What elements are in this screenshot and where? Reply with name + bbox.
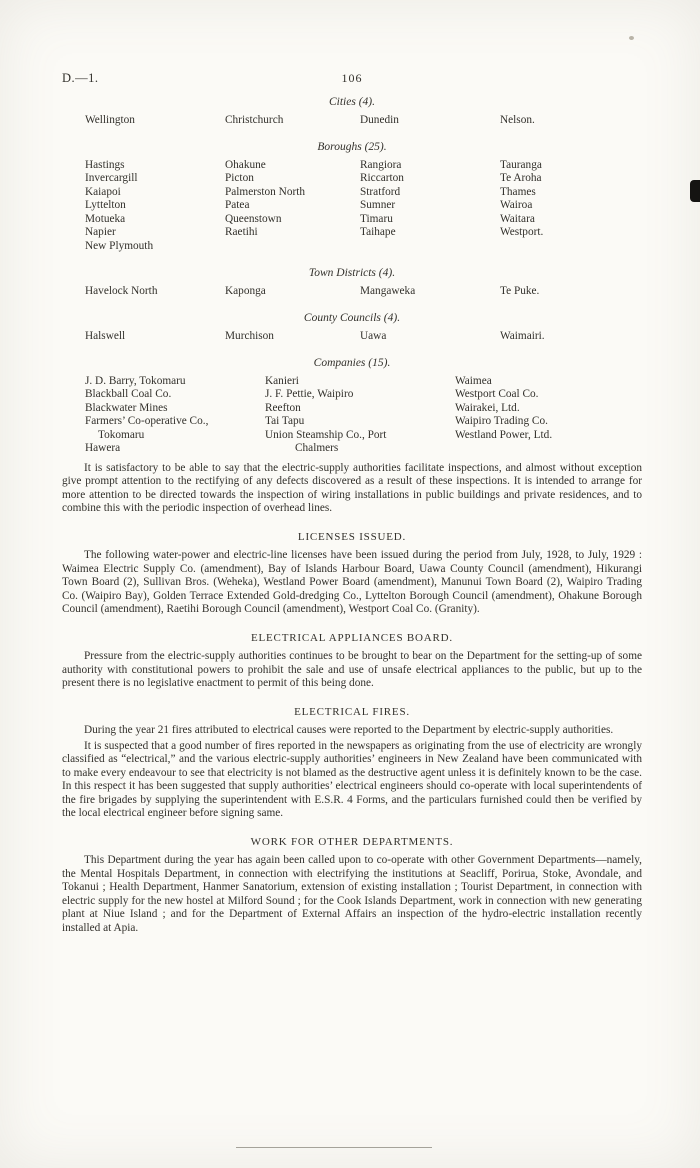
list-item: Hastings [85, 158, 125, 171]
list-item: Farmers’ Co-operative Co., [85, 415, 209, 427]
list-item: Taihape [360, 226, 396, 238]
page-header [62, 72, 642, 86]
list-item-continuation: Tokomaru [98, 428, 145, 441]
list-item: Reefton [265, 401, 301, 414]
town-districts-heading: Town Districts (4). [308, 267, 396, 279]
list-item: Lyttelton [85, 199, 126, 211]
companies-list [85, 375, 642, 456]
list-item: Westport Coal Co. [455, 388, 539, 400]
paragraph-fires-1: During the year 21 fires attributed to electrical causes were reported to the Department by electric-supply authorities. [84, 724, 614, 736]
list-item: Stratford [360, 185, 401, 198]
list-item: Blackball Coal Co. [85, 388, 172, 400]
list-item: Picton [225, 172, 254, 184]
county-councils-list [85, 330, 642, 344]
section-heading-appliances: ELECTRICAL APPLIANCES BOARD. [251, 631, 453, 644]
companies-column-3 [455, 375, 642, 456]
list-item: Timaru [360, 212, 393, 225]
list-item: Dunedin [360, 113, 399, 126]
companies-column-1 [85, 375, 265, 456]
list-item: Sumner [360, 199, 396, 211]
page-number: 106 [341, 71, 363, 85]
list-item: Havelock North [85, 284, 158, 297]
list-item: Riccarton [360, 172, 404, 184]
list-item: Raetihi [225, 226, 258, 238]
list-item: J. F. Pettie, Waipiro [265, 388, 354, 400]
list-item: Invercargill [85, 172, 138, 184]
list-item: Nelson. [500, 113, 535, 126]
boroughs-heading: Boroughs (25). [317, 141, 387, 153]
scan-artifact-speck [629, 36, 634, 40]
list-item: Blackwater Mines [85, 401, 168, 414]
list-item: Palmerston North [225, 185, 306, 198]
list-item-continuation: Chalmers [295, 442, 339, 454]
list-item: Union Steamship Co., Port [265, 428, 387, 441]
section-heading-licenses: LICENSES ISSUED. [297, 530, 407, 543]
boroughs-column-3 [360, 159, 500, 254]
cities-heading: Cities (4). [329, 96, 375, 108]
boroughs-column-2 [225, 159, 360, 254]
section-heading-fires: ELECTRICAL FIRES. [294, 705, 410, 718]
list-item: Waitara [500, 212, 535, 225]
list-item: Kaponga [225, 284, 266, 297]
list-item: Tauranga [500, 158, 542, 171]
list-item: Te Aroha [500, 172, 542, 184]
companies-column-2 [265, 375, 455, 456]
list-item: Hawera [85, 442, 121, 454]
county-councils-heading: County Councils (4). [303, 312, 401, 324]
scan-artifact-blot [690, 180, 700, 202]
paragraph-fires-2: It is suspected that a good number of fires reported in the newspapers as originating from the use of electricity are wrongly classified as “electrical,” and the various electric-supply authorities’ engineers in New Zealand have been communicated with to make every endeavour to see that electricity is not blamed as the destructive agent unless it is definitely known to be the case. In this respect it has been suggested that supply authorities’ electrical engineers should co-operate with local superintendents of the fire brigades by supplying the superintendent with E.S.R. 4 Forms, and the particulars furnished could then be verified by the local electrical engineer before signing same. [62, 739, 642, 819]
list-item: Murchison [225, 329, 274, 342]
list-item: Ohakune [225, 158, 266, 171]
boroughs-list [85, 159, 642, 254]
list-item: Halswell [85, 329, 126, 342]
paragraph-other-departments: This Department during the year has again been called upon to co-operate with other Government Departments—namely, the Mental Hospitals Department, in connection with electrifying the institutions at Seacliff, Porirua, Stoke, Avondale, and Tokanui ; Health Department, Hanmer Sanatorium, extension of existing installation ; Tourist Department, in connection with electric supply for the new hostel at Milford Sound ; for the Cook Islands Department, work in connection with new generating plant at Niue Island ; and for the Department of External Affairs an inspection of the hydro-electric installation recently installed at Apia. [62, 854, 642, 934]
list-item: Wairakei, Ltd. [455, 401, 520, 414]
list-item: Motueka [85, 212, 126, 225]
list-item: Mangaweka [360, 284, 416, 297]
list-item: Rangiora [360, 158, 402, 171]
list-item: Wellington [85, 113, 135, 126]
list-item: Kaiapoi [85, 185, 121, 198]
list-item: Te Puke. [500, 284, 540, 297]
boroughs-column-4 [500, 159, 642, 254]
paragraph-inspections: It is satisfactory to be able to say that the electric-supply authorities facilitate inspections, and almost without exception give prompt attention to the rectifying of any defects discovered as a result of these inspections. It is intended to arrange for more attention to be directed towards the inspection of wiring installations in public buildings and private residences, and to combine this with the periodic inspection of overhead lines. [62, 461, 642, 514]
list-item: Napier [85, 226, 116, 238]
list-item: Westport. [500, 226, 544, 238]
scan-artifact-line [236, 1147, 432, 1148]
section-heading-other-departments: WORK FOR OTHER DEPARTMENTS. [250, 835, 454, 848]
list-item: Queenstown [225, 212, 282, 225]
list-item: Christchurch [225, 113, 284, 126]
boroughs-column-1 [85, 159, 225, 254]
list-item: Waipiro Trading Co. [455, 415, 548, 427]
list-item: Westland Power, Ltd. [455, 428, 553, 441]
list-item: Thames [500, 185, 536, 198]
cities-list [85, 114, 642, 128]
list-item: Waimairi. [500, 329, 545, 342]
document-reference: D.—1. [62, 71, 99, 85]
list-item: New Plymouth [85, 239, 154, 252]
list-item: J. D. Barry, Tokomaru [85, 374, 186, 387]
list-item: Kanieri [265, 374, 299, 387]
town-districts-list [85, 285, 642, 299]
list-item: Waimea [455, 374, 492, 387]
paragraph-appliances: Pressure from the electric-supply authorities continues to be brought to bear on the Department for the setting-up of some authority with constitutional powers to prohibit the sale and use of unsafe electrical appliances to the public, but up to the present there is no legislative enactment to permit of this being done. [62, 650, 642, 689]
companies-heading: Companies (15). [313, 357, 391, 369]
list-item: Uawa [360, 329, 387, 342]
list-item: Patea [225, 199, 250, 211]
list-item: Tai Tapu [265, 415, 305, 427]
list-item: Wairoa [500, 199, 533, 211]
paragraph-licenses: The following water-power and electric-line licenses have been issued during the period from July, 1928, to July, 1929 : Waimea Electric Supply Co. (amendment), Bay of Islands Harbour Board, Uawa County Council (amendment), Hikurangi Town Board (2), Sullivan Bros. (Weheka), Westland Power Board (amendment), Manunui Town Board (2), Waipiro Trading Co. (Waipiro Bay), Golden Terrace Extended Gold-dredging Co., Lyttelton Borough Council (amendment), Ohakune Borough Council (amendment), Raetihi Borough Council (amendment), Westport Coal Co. (Granity). [62, 549, 642, 615]
